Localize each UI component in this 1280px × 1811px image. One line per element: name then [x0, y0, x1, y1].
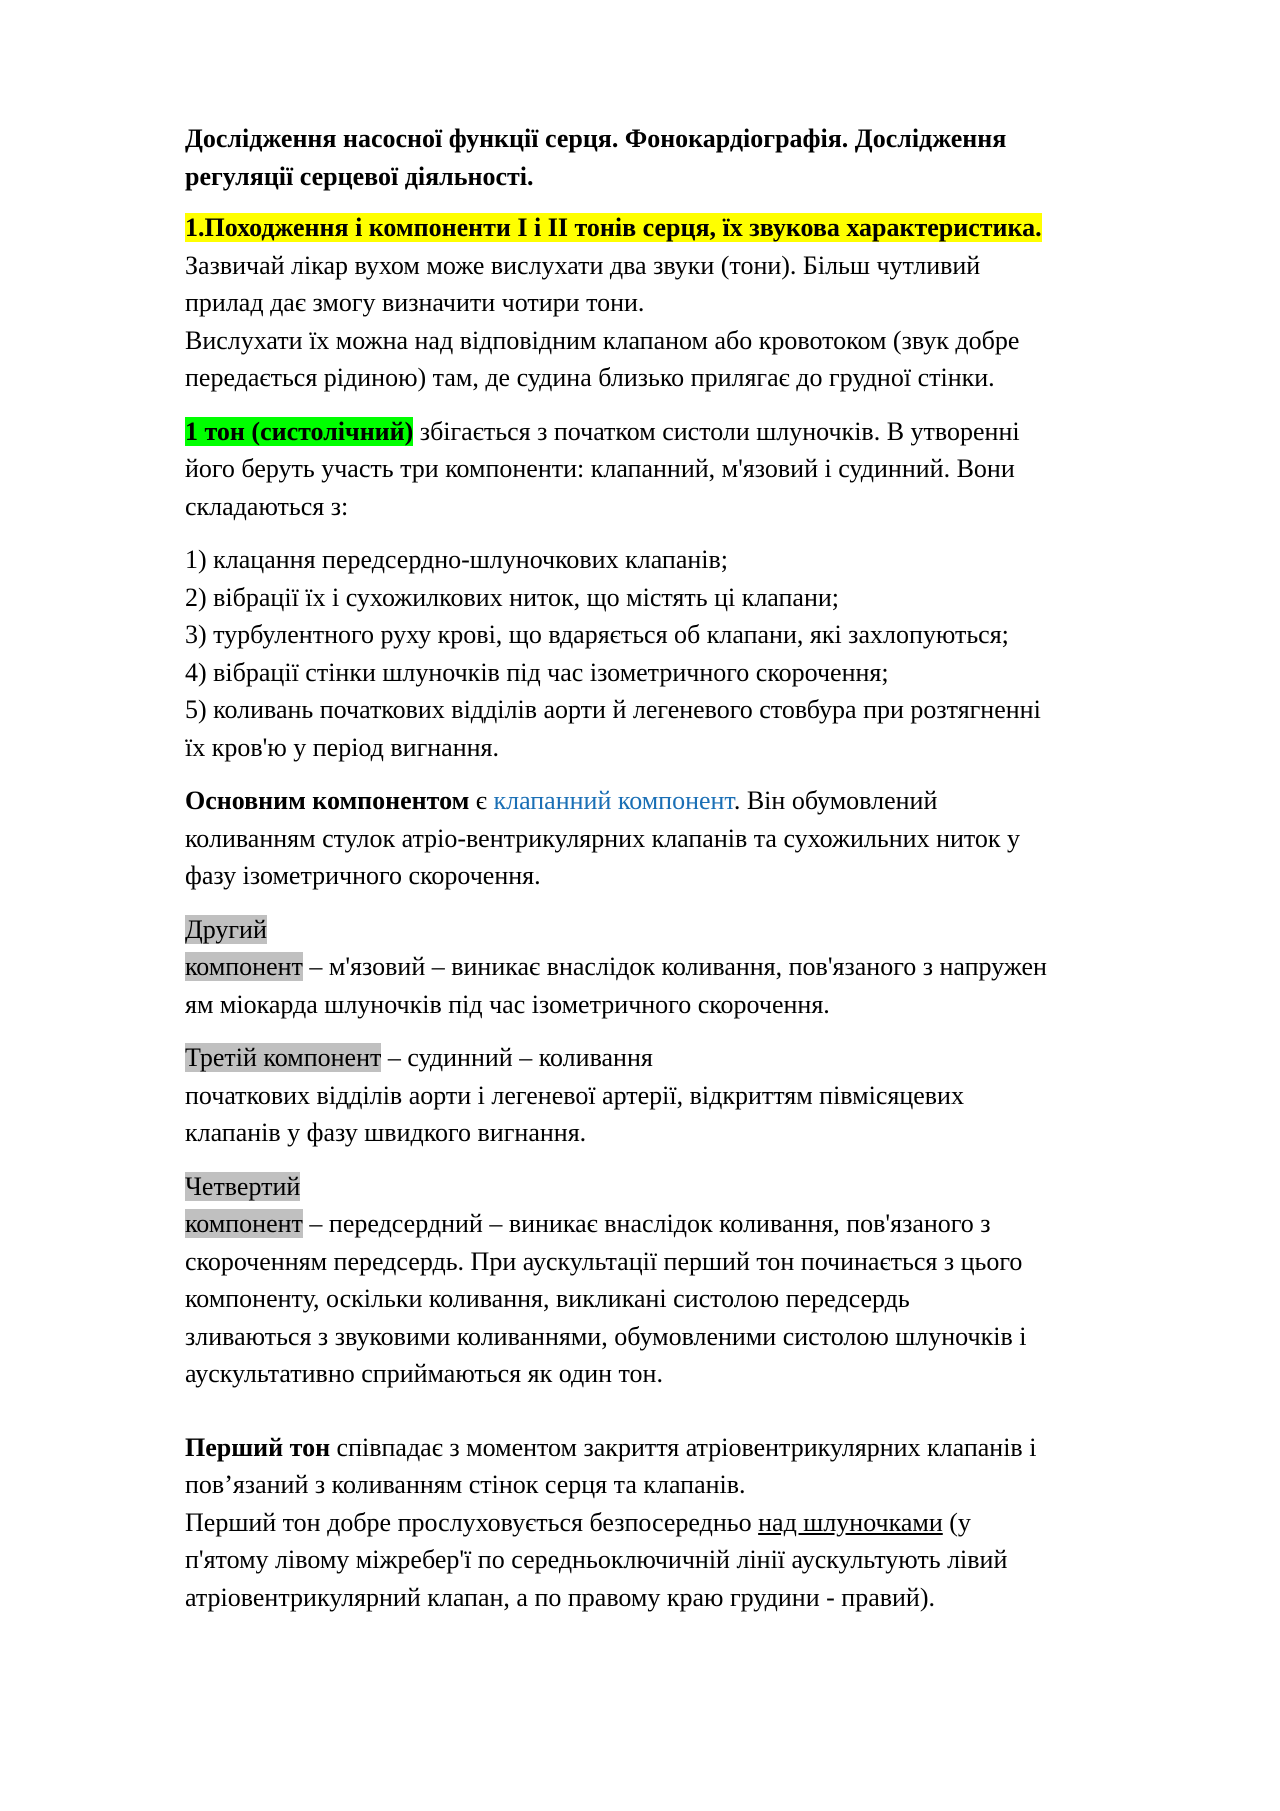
- second-component-highlight-1: Другий: [185, 914, 267, 944]
- main-component-bold: Основним компонентом: [185, 786, 470, 815]
- tone-1-line-2: його беруть участь три компоненти: клапанний, м'язовий і судинний. Вони: [185, 454, 1015, 483]
- main-component-line-2: коливанням стулок атріо-вентрикулярних клапанів та сухожильних ниток у: [185, 823, 1021, 853]
- list-item: 5) коливань початкових відділів аорти й легеневого стовбура при розтягненні: [185, 695, 1041, 724]
- fourth-component-paragraph: [185, 1168, 1200, 1393]
- above-ventricles-underlined: над шлуночками: [758, 1507, 943, 1537]
- list-item: 4) вібрації стінки шлуночків під час ізометричного скорочення;: [185, 657, 889, 687]
- first-tone-line-3-end: (у: [942, 1507, 971, 1537]
- list-item: 3) турбулентного руху крові, що вдаряється об клапани, які захлопуються;: [185, 620, 1009, 649]
- fourth-component-line-2: – передсердний – виникає внаслідок коливання, пов'язаного з: [302, 1209, 991, 1238]
- intro-line-2: прилад дає змогу визначити чотири тони.: [185, 288, 645, 317]
- fourth-component-highlight-2: компонент: [185, 1209, 303, 1238]
- second-component-line-3: ям міокарда шлуночків під час ізометричного скорочення.: [185, 989, 830, 1019]
- title-line-2: регуляції серцевої діяльності.: [185, 161, 534, 191]
- second-component-paragraph: [185, 911, 1200, 1024]
- fourth-component-line-3: скороченням передсердь. При аускультації перший тон починається з цього: [185, 1246, 1023, 1276]
- main-component-is: є: [469, 786, 494, 815]
- intro-line-1: Зазвичай лікар вухом може вислухати два звуки (тони). Більш чутливий: [185, 250, 981, 280]
- first-tone-line-4: п'ятому лівому міжребер'ї по середньоключичній лінії аускультують лівий: [185, 1545, 1008, 1574]
- first-tone-line-3-start: Перший тон добре прослуховується безпосередньо: [185, 1507, 759, 1537]
- first-tone-line-5: атріовентрикулярний клапан, а по правому краю грудини - правий).: [185, 1582, 936, 1612]
- section-1: [185, 209, 1200, 397]
- first-tone-bold: Перший тон: [185, 1432, 331, 1462]
- list-item: 2) вібрації їх і сухожилкових ниток, що містять ці клапани;: [185, 582, 840, 612]
- fourth-component-line-4: компоненту, оскільки коливання, викликані систолою передсердь: [185, 1284, 910, 1313]
- first-tone-paragraph: [185, 1429, 1200, 1617]
- valve-component-link[interactable]: клапанний компонент: [493, 786, 734, 815]
- main-component-paragraph: [185, 782, 1200, 895]
- first-tone-line-2: пов’язаний з коливанням стінок серця та клапанів.: [185, 1470, 746, 1499]
- tone-1-line-3: складаються з:: [185, 491, 349, 521]
- second-component-line-2: – м'язовий – виникає внаслідок коливання, пов'язаного з напружен: [302, 952, 1047, 981]
- title-line-1: Дослідження насосної функції серця. Фонокардіографія. Дослідження: [185, 124, 1007, 153]
- third-component-paragraph: [185, 1039, 1200, 1152]
- fourth-component-highlight-1: Четвертий: [185, 1171, 301, 1201]
- components-list: [185, 541, 1200, 766]
- main-component-line-3: фазу ізометричного скорочення.: [185, 861, 541, 890]
- fourth-component-line-6: аускультативно сприймаються як один тон.: [185, 1359, 663, 1388]
- intro-line-3: Вислухати їх можна над відповідним клапаном або кровотоком (звук добре: [185, 325, 1020, 355]
- third-component-line-3: клапанів у фазу швидкого вигнання.: [185, 1118, 587, 1147]
- tone-1-line-1: збігається з початком систоли шлуночків. В утворенні: [413, 416, 1020, 446]
- first-tone-line-1: співпадає з моментом закриття атріовентрикулярних клапанів і: [330, 1432, 1037, 1462]
- fourth-component-line-5: зливаються з звуковими коливаннями, обумовленими систолою шлуночків і: [185, 1321, 1027, 1351]
- tone-1-label: 1 тон (систолічний): [185, 416, 414, 446]
- third-component-highlight: Третій компонент: [185, 1043, 382, 1072]
- document-title: [185, 120, 1200, 195]
- third-component-line-2: початкових відділів аорти і легеневої артерії, відкриттям півмісяцевих: [185, 1080, 964, 1110]
- intro-line-4: передається рідиною) там, де судина близько прилягає до грудної стінки.: [185, 363, 995, 392]
- main-component-line-1: . Він обумовлений: [733, 786, 938, 815]
- second-component-highlight-2: компонент: [185, 952, 303, 981]
- third-component-line-1: – судинний – коливання: [381, 1043, 653, 1072]
- tone-1-paragraph: [185, 413, 1200, 526]
- list-item: їх кров'ю у період вигнання.: [185, 732, 499, 762]
- blank-line: [185, 1409, 1200, 1429]
- list-item: 1) клацання передсердно-шлуночкових клапанів;: [185, 545, 728, 574]
- section-1-heading: 1.Походження і компоненти I і II тонів серця, їх звукова характеристика.: [185, 213, 1042, 242]
